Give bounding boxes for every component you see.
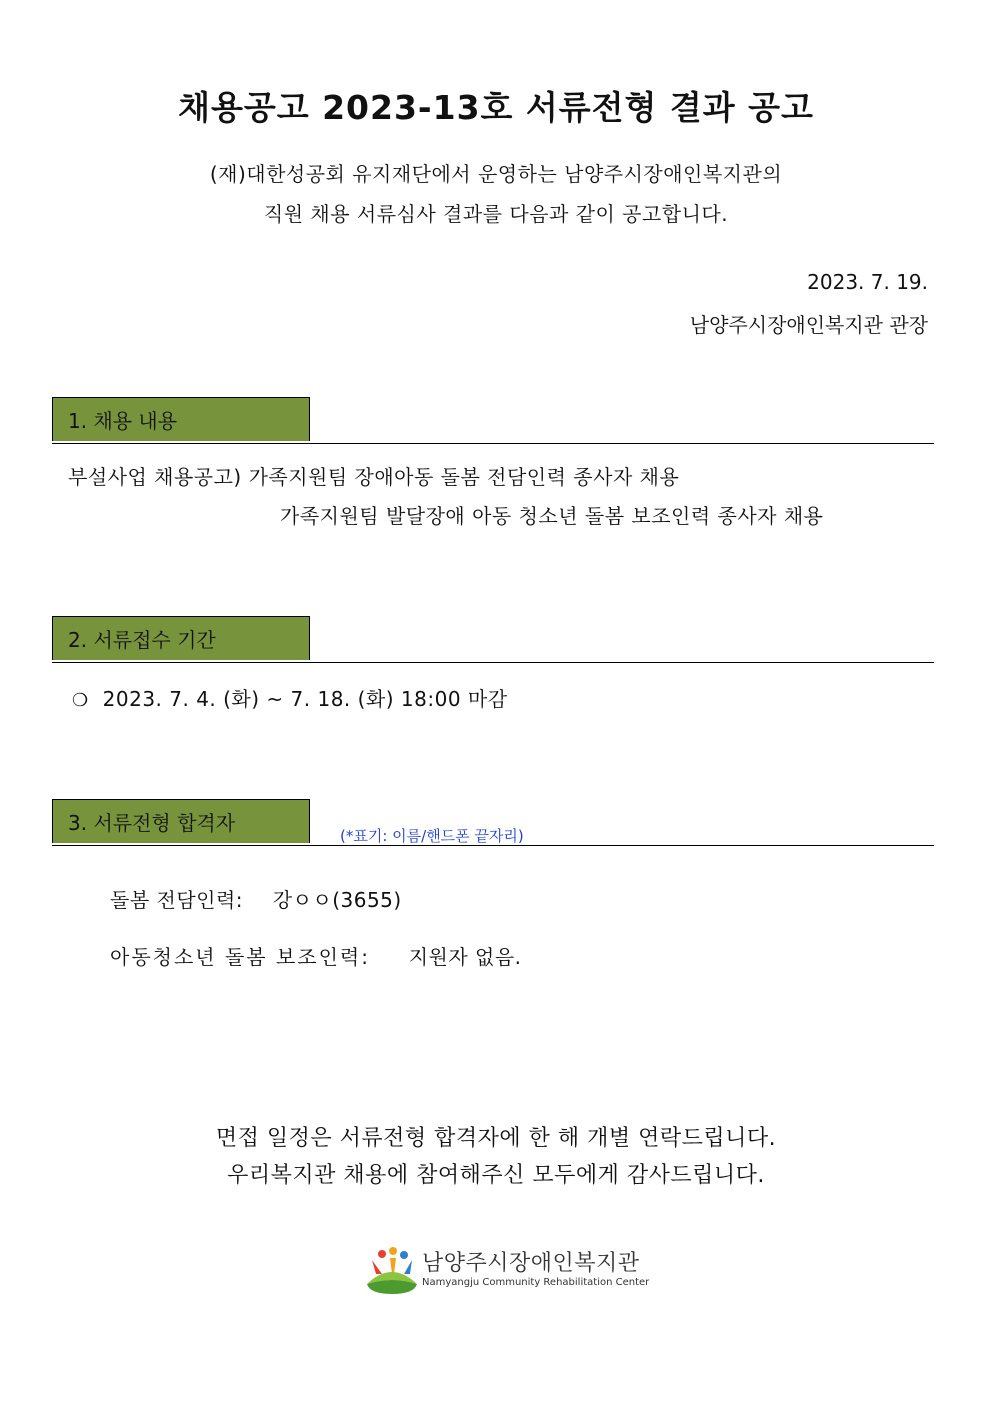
application-period: 2023. 7. 4. (화) ~ 7. 18. (화) 18:00 마감 <box>102 687 508 711</box>
notice-issuer: 남양주시장애인복지관 관장 <box>689 313 928 337</box>
result-row-1 <box>110 884 402 913</box>
result-row-2 <box>110 941 522 970</box>
result-value-2: 지원자 없음. <box>408 945 522 969</box>
intro-line-2: 직원 채용 서류심사 결과를 다음과 같이 공고합니다. <box>263 202 729 226</box>
result-label-2: 아동청소년 돌봄 보조인력: <box>110 945 370 969</box>
result-value-1: 강ㅇㅇ(3655) <box>272 888 402 912</box>
section-1-heading: 1. 채용 내용 <box>52 397 310 441</box>
center-logo <box>364 1246 650 1296</box>
logo-english-name: Namyangju Community Rehabilitation Center <box>422 1277 650 1288</box>
notice-date: 2023. 7. 19. <box>807 270 928 294</box>
application-period-row <box>72 683 508 712</box>
section-3-heading: 3. 서류전형 합격자 <box>52 799 310 843</box>
section-3-bar <box>52 799 934 846</box>
section-2-heading: 2. 서류접수 기간 <box>52 616 310 660</box>
logo-name: 남양주시장애인복지관 <box>422 1251 640 1276</box>
result-label-1: 돌봄 전담인력: <box>110 888 244 912</box>
center-logo-icon <box>364 1246 420 1296</box>
closing-line-2: 우리복지관 채용에 참여해주신 모두에게 감사드립니다. <box>227 1163 765 1188</box>
section-3-note: (*표기: 이름/핸드폰 끝자리) <box>340 827 524 845</box>
page-title: 채용공고 2023-13호 서류전형 결과 공고 <box>178 88 814 127</box>
recruitment-line-1: 부설사업 채용공고) 가족지원팀 장애아동 돌봄 전담인력 종사자 채용 <box>68 465 680 489</box>
recruitment-line-2: 가족지원팀 발달장애 아동 청소년 돌봄 보조인력 종사자 채용 <box>280 504 824 528</box>
intro-line-1: (재)대한성공회 유지재단에서 운영하는 남양주시장애인복지관의 <box>209 162 783 186</box>
section-1-bar <box>52 397 934 444</box>
closing-line-1: 면접 일정은 서류전형 합격자에 한 해 개별 연락드립니다. <box>215 1126 777 1151</box>
circle-bullet-icon: ❍ <box>72 690 89 711</box>
section-2-bar <box>52 616 934 663</box>
